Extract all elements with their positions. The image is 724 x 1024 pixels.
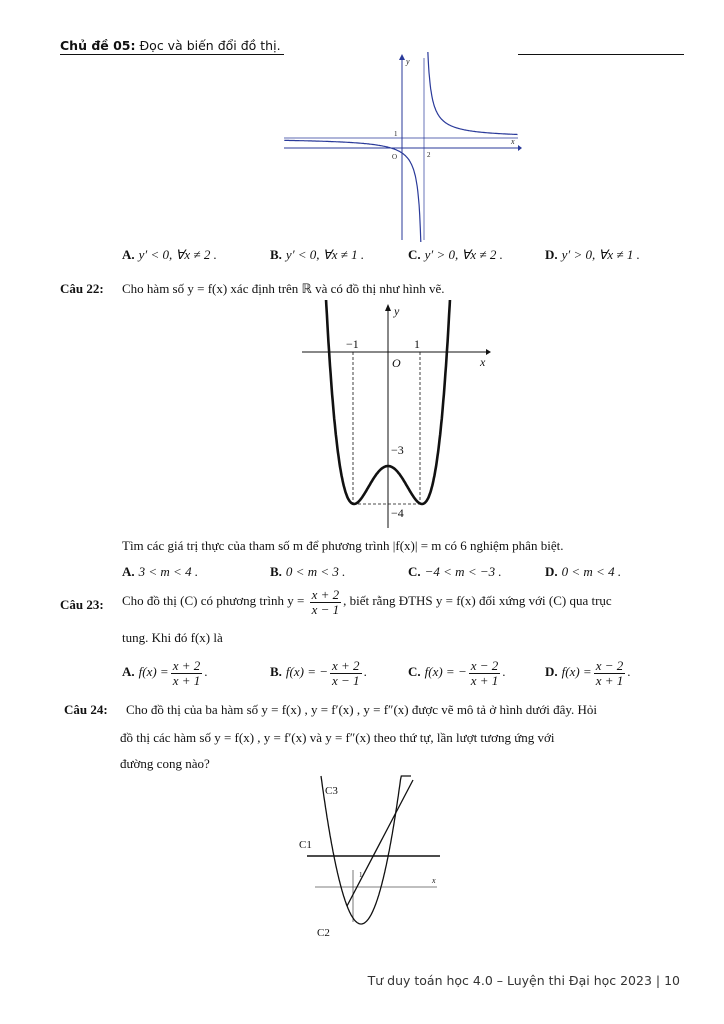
- page-header: [60, 38, 281, 53]
- q23-fraction: $\frac{x + 2}{x - 1}$: [311, 587, 340, 617]
- label-c1: C1: [299, 839, 312, 851]
- x-axis-arrow: [486, 349, 491, 355]
- q22-option-d[interactable]: D. 0 < m < 4 .: [545, 564, 622, 579]
- page-footer: Tư duy toán học 4.0 – Luyện thi Đại học 2023 | 10: [367, 973, 680, 988]
- q21-option-a[interactable]: A. y′ < 0, ∀x ≠ 2 .: [122, 247, 217, 262]
- q23-option-d[interactable]: D. f(x) = $\frac{x - 2}{x + 1}$ .: [545, 658, 631, 688]
- q23-option-c[interactable]: C. f(x) = − $\frac{x - 2}{x + 1}$ .: [408, 658, 506, 688]
- q21-option-b[interactable]: B. y′ < 0, ∀x ≠ 1 .: [270, 247, 365, 262]
- tick-label-minus3: −3: [391, 443, 404, 457]
- q22-question: Tìm các giá trị thực của tham số m để phương trình |f(x)| = m có 6 nghiệm phân biệt.: [122, 538, 564, 553]
- q23-option-a[interactable]: A. f(x) = $\frac{x + 2}{x + 1}$ .: [122, 658, 208, 688]
- q22-option-c[interactable]: C. −4 < m < −3 .: [408, 564, 502, 579]
- q23-option-b[interactable]: B. f(x) = − $\frac{x + 2}{x - 1}$ .: [270, 658, 367, 688]
- header-rule-left: [60, 54, 284, 55]
- topic-title: Đọc và biến đổi đồ thị.: [139, 38, 281, 53]
- q23-stem: Cho đồ thị (C) có phương trình y = $\frac{x + 2}{x - 1}$ , biết rằng ĐTHS y = f(x) đối xứng với (C) qua trục: [122, 587, 612, 617]
- origin-label: O: [392, 153, 398, 161]
- y-axis-arrow: [399, 54, 405, 60]
- topic-label: Chủ đề 05:: [60, 38, 136, 53]
- q24-line3: đường cong nào?: [120, 756, 210, 771]
- q21-option-d[interactable]: D. y′ > 0, ∀x ≠ 1 .: [545, 247, 640, 262]
- q22-stem: Cho hàm số y = f(x) xác định trên ℝ và có đồ thị như hình vẽ.: [122, 281, 445, 296]
- three-curves-graph: [295, 772, 445, 942]
- q22-label: Câu 22:: [60, 281, 104, 296]
- hyperbola-graph: [282, 52, 522, 242]
- tick-label-minus4: −4: [391, 506, 404, 520]
- tick-label-1: 1: [359, 871, 363, 879]
- x-axis-label: x: [511, 137, 515, 146]
- curve-c3-c2: [321, 776, 411, 924]
- tick-label-2: 2: [427, 151, 431, 159]
- q23-stem-line2: tung. Khi đó f(x) là: [122, 630, 223, 645]
- tick-label-1: 1: [414, 337, 420, 351]
- q22-option-b[interactable]: B. 0 < m < 3 .: [270, 564, 346, 579]
- tick-label-1: 1: [394, 130, 398, 138]
- y-axis-label: y: [394, 304, 400, 318]
- header-rule-right: [518, 54, 684, 55]
- x-axis-label: x: [480, 355, 486, 369]
- tick-label-minus1: −1: [346, 337, 359, 351]
- x-axis-label: x: [432, 876, 436, 885]
- q24-line1: Cho đồ thị của ba hàm số y = f(x) , y = f′(x) , y = f″(x) được vẽ mô tả ở hình dưới đây. Hỏi: [126, 702, 598, 717]
- q24-line2: đồ thị các hàm số y = f(x) , y = f′(x) và y = f″(x) theo thứ tự, lần lượt tương ứng với: [120, 730, 555, 745]
- q22-option-a[interactable]: A. 3 < m < 4 .: [122, 564, 199, 579]
- y-axis-label: y: [406, 57, 410, 66]
- label-c2: C2: [317, 927, 330, 939]
- q21-option-c[interactable]: C. y′ > 0, ∀x ≠ 2 .: [408, 247, 503, 262]
- x-axis-arrow: [518, 145, 522, 151]
- q24-label: Câu 24:: [64, 702, 108, 717]
- curve-right-branch: [424, 52, 517, 135]
- q23-label: Câu 23:: [60, 597, 104, 612]
- y-axis-arrow: [385, 304, 391, 311]
- origin-label: O: [392, 356, 401, 370]
- quartic-graph: [300, 300, 500, 535]
- label-c3: C3: [325, 785, 338, 797]
- curve-left-branch: [284, 140, 423, 242]
